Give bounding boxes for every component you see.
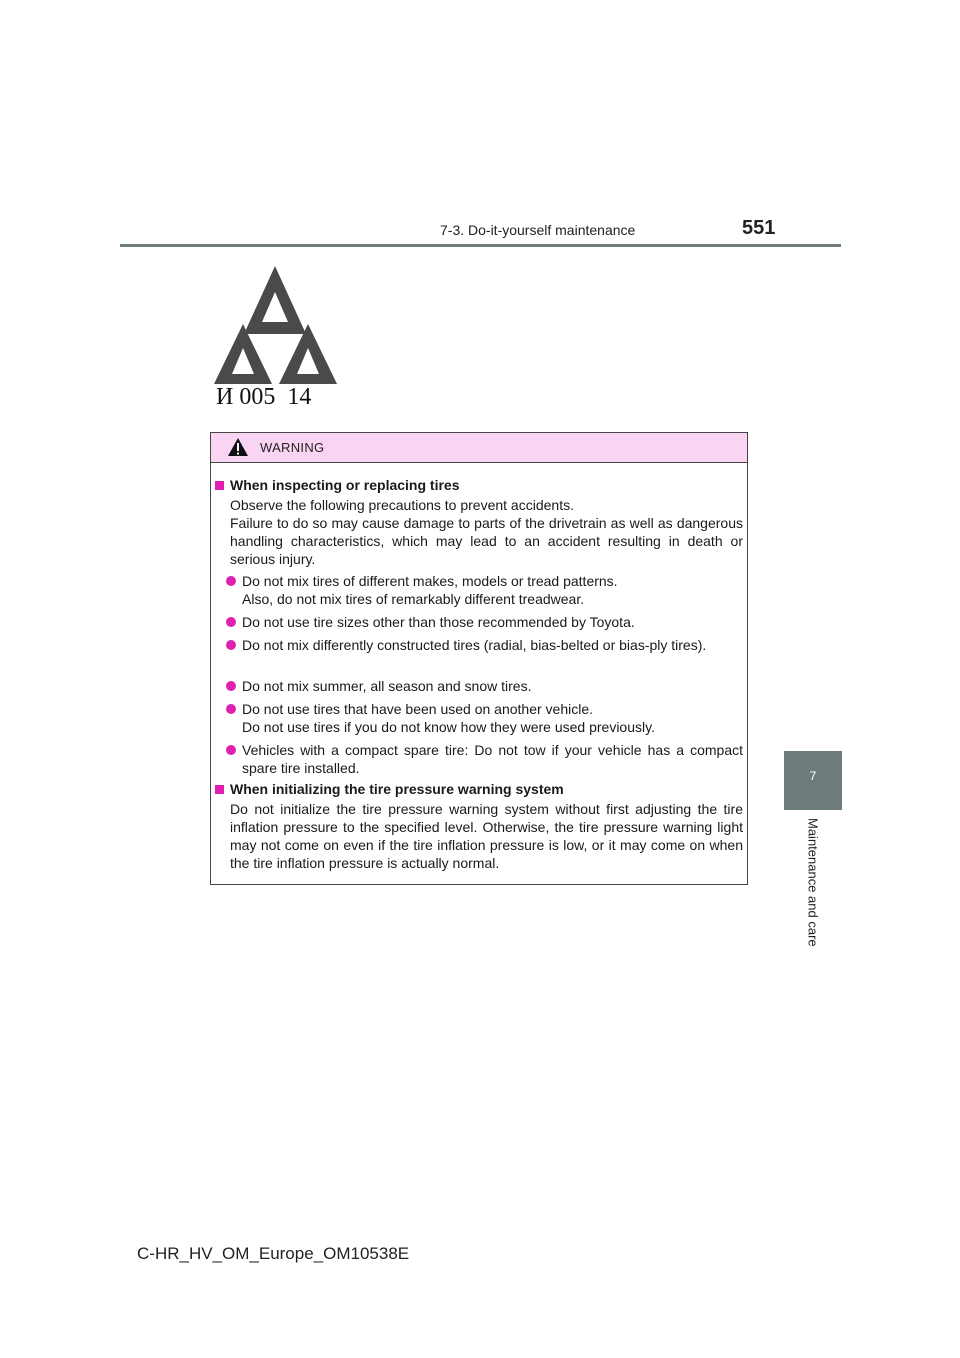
list-item [226, 700, 743, 736]
round-bullet-icon [226, 617, 236, 627]
chapter-number: 7 [809, 769, 817, 783]
list-item-text: Do not use tires if you do not know how they were used previously. [242, 719, 655, 735]
triangles-mark-icon [212, 262, 338, 384]
paragraph: Do not initialize the tire pressure warning system without first adjusting the tire inflation pressure to the specified level. Otherwise, the tire pressure warning light may not come on even if the tire inflation pressure is low, or it may come on when the tire inflation pressure is actually normal. [230, 801, 743, 871]
chapter-tab [784, 751, 842, 810]
list-item-text: Do not use tires that have been used on another vehicle. [242, 701, 594, 717]
round-bullet-icon [226, 681, 236, 691]
chapter-title: Maintenance and care [805, 818, 821, 947]
page-number: 551 [742, 217, 776, 239]
square-bullet-icon [215, 481, 224, 490]
list-item [226, 677, 743, 695]
square-bullet-icon [215, 785, 224, 794]
round-bullet-icon [226, 704, 236, 714]
tire-marking-figure [212, 262, 338, 412]
round-bullet-icon [226, 576, 236, 586]
warning-triangle-icon [227, 437, 249, 457]
section-heading [215, 780, 564, 798]
document-code: C-HR_HV_OM_Europe_OM10538E [137, 1244, 410, 1263]
list-item [226, 613, 743, 631]
header-rule [120, 244, 841, 247]
section-heading [215, 476, 459, 494]
round-bullet-icon [226, 745, 236, 755]
list-item [226, 636, 743, 654]
list-item [226, 741, 743, 777]
warning-title: WARNING [260, 440, 325, 455]
list-item-text: Do not mix tires of different makes, models or tread patterns. [242, 573, 618, 589]
list-item-text: Do not use tire sizes other than those recommended by Toyota. [242, 614, 635, 630]
list-item-text: Vehicles with a compact spare tire: Do not tow if your vehicle has a compact spare tire installed. [242, 742, 743, 776]
warning-header [211, 433, 747, 463]
round-bullet-icon [226, 640, 236, 650]
list-item-text: Also, do not mix tires of remarkably different treadwear. [242, 591, 585, 607]
list-item-text: Do not mix differently constructed tires (radial, bias-belted or bias-ply tires). [242, 637, 707, 653]
paragraph: Failure to do so may cause damage to parts of the drivetrain as well as dangerous handling characteristics, which may lead to an accident resulting in death or serious injury. [230, 515, 743, 567]
section-title-text: When initializing the tire pressure warning system [230, 781, 564, 797]
marking-code: И 005 14 [216, 384, 312, 410]
list-item [226, 572, 743, 608]
chapter-label-box [784, 810, 842, 970]
warning-box [210, 432, 748, 885]
section-title-text: When inspecting or replacing tires [230, 477, 460, 493]
list-item-text: Do not mix summer, all season and snow tires. [242, 678, 532, 694]
paragraph: Observe the following precautions to prevent accidents. [230, 497, 574, 513]
section-title: 7-3. Do-it-yourself maintenance [440, 222, 636, 238]
